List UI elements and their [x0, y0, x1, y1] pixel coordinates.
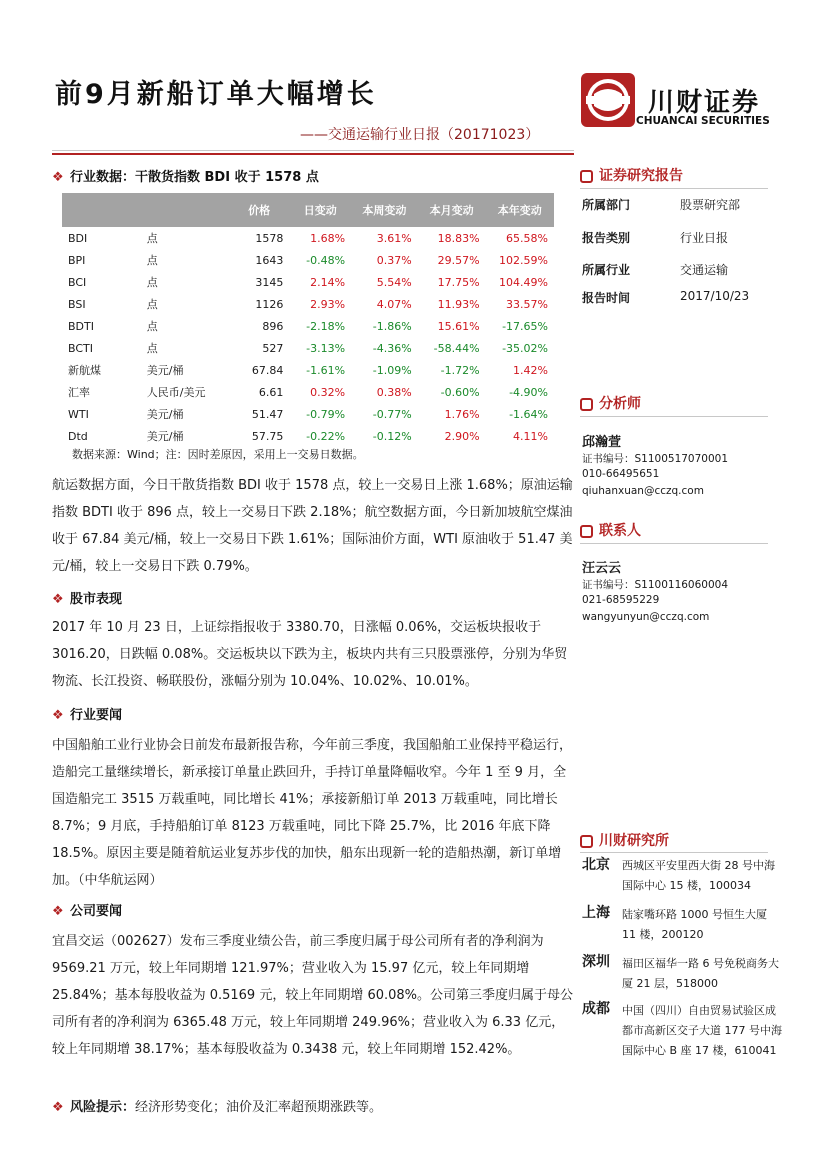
cell-name: BPI [68, 253, 86, 267]
column-header-price: 价格 [229, 193, 289, 227]
cell-name: BSI [68, 297, 86, 311]
cell-month-change: 1.76% [444, 407, 480, 421]
risk-warning: ❖ 风险提示：经济形势变化；油价及汇率超预期涨跌等。 [52, 1100, 383, 1115]
cell-price: 51.47 [251, 407, 284, 421]
table-row [62, 403, 554, 425]
institute-section-icon [580, 835, 593, 848]
cell-month-change: -58.44% [433, 341, 480, 355]
cell-day-change: -0.79% [306, 407, 346, 421]
diamond-bullet-icon: ❖ [52, 592, 64, 607]
sidebar-report-heading: 证券研究报告 [580, 165, 683, 185]
cell-day-change: 2.93% [310, 297, 346, 311]
cell-price: 896 [262, 319, 284, 333]
brand-name-en: CHUANCAI SECURITIES [636, 115, 770, 127]
cell-price: 57.75 [251, 429, 284, 443]
cell-price: 527 [262, 341, 284, 355]
section-company-news-heading: ❖ 公司要闻 [52, 904, 123, 919]
column-header-week-change: 本周变动 [351, 193, 418, 227]
cell-price: 1643 [255, 253, 284, 267]
cell-day-change: 0.32% [310, 385, 346, 399]
cell-day-change: -1.61% [306, 363, 346, 377]
cell-month-change: -0.60% [440, 385, 480, 399]
cell-name: BCI [68, 275, 87, 289]
sidebar-institute-heading: 川财研究所 [580, 830, 669, 850]
cell-price: 3145 [255, 275, 284, 289]
table-row [62, 227, 554, 249]
cell-day-change: -0.22% [306, 429, 346, 443]
cell-month-change: 17.75% [437, 275, 480, 289]
cell-week-change: 3.61% [376, 231, 412, 245]
cell-unit: 人民币/美元 [146, 386, 206, 399]
report-dept-value: 股票研究部 [680, 198, 741, 212]
cell-unit: 点 [146, 232, 158, 245]
company-news-paragraph: 宜昌交运（002627）发布三季度业绩公告，前三季度归属于母公司所有者的净利润为 9569.21 万元，较上年同期增 121.97%；营业收入为 15.97 亿元，较上年同期增 25.84%；基本每股收益为 0.5169 元，较上年同期增 60.08%。公司第三季度归属于母公司所有者的净利润为 6365.48 万元，较上年同期增 249.96%；营业收入为 6.33 亿元，较上年同期增 38.17%；基本每股收益为 0.3438 元，较上年同期增 152.42%。 [52, 934, 574, 1057]
brand-name-cn: 川财证券 [648, 88, 761, 118]
page-title: 前9月新船订单大幅增长 [55, 79, 377, 110]
diamond-bullet-icon: ❖ [52, 904, 64, 919]
cell-day-change: 1.68% [310, 231, 346, 245]
report-date-value: 2017/10/23 [680, 289, 750, 303]
office-address-chengdu: 中国（四川）自由贸易试验区成都市高新区交子大道 177 号中海国际中心 B 座 17 楼，610041 [622, 1004, 782, 1057]
cell-week-change: 0.38% [376, 385, 412, 399]
cell-name: BDI [68, 231, 88, 245]
table-row [62, 271, 554, 293]
cell-week-change: -0.12% [372, 429, 412, 443]
cell-year-change: 1.42% [513, 363, 548, 377]
cell-week-change: -1.09% [372, 363, 412, 377]
column-header-year-change: 本年变动 [486, 193, 554, 227]
table-header-blank [141, 193, 229, 227]
analyst-email[interactable]: qiuhanxuan@cczq.com [582, 485, 704, 497]
cell-week-change: -4.36% [372, 341, 412, 355]
cell-month-change: 18.83% [437, 231, 480, 245]
table-row [62, 381, 554, 403]
table-row [62, 315, 554, 337]
shipping-data-table [62, 193, 554, 447]
cell-unit: 点 [146, 320, 158, 333]
cell-unit: 点 [146, 298, 158, 311]
cell-year-change: 104.49% [499, 275, 548, 289]
report-industry-value: 交通运输 [680, 263, 729, 277]
table-header-blank [62, 193, 141, 227]
cell-unit: 点 [146, 342, 158, 355]
report-type-label: 报告类别 [582, 231, 631, 245]
cell-year-change: -35.02% [502, 341, 548, 355]
report-dept-label: 所属部门 [582, 198, 631, 212]
cell-month-change: 15.61% [437, 319, 480, 333]
office-city-beijing: 北京 [582, 857, 610, 873]
cell-price: 67.84 [251, 363, 284, 377]
cell-unit: 美元/桶 [146, 364, 184, 377]
cell-year-change: 33.57% [506, 297, 548, 311]
table-source-note: 数据来源：Wind；注：因时差原因，采用上一交易日数据。 [72, 448, 364, 461]
cell-name: WTI [68, 407, 89, 421]
cell-name: BCTI [68, 341, 93, 355]
sidebar-divider [580, 543, 768, 544]
diamond-bullet-icon: ❖ [52, 708, 64, 723]
report-industry-label: 所属行业 [582, 263, 631, 277]
industry-news-paragraph: 中国船舶工业行业协会日前发布最新报告称，今年前三季度，我国船舶工业保持平稳运行，造船完工量继续增长，新承接订单量止跌回升，手持订单量降幅收窄。今年 1 至 9 月，全国造船完工 3515 万载重吨，同比增长 41%；承接新船订单 2013 万载重吨，同比增长 8.7%；9 月底，手持船舶订单 8123 万载重吨，同比下降 25.7%，比 2016 年底下降 18.5%。原因主要是随着航运业复苏步伐的加快，船东出现新一轮的造船热潮，新订单增加。（中华航运网） [52, 738, 573, 888]
analyst-cert: 证书编号：S1100517070001 [582, 453, 729, 465]
table-row [62, 293, 554, 315]
cell-year-change: 65.58% [506, 231, 548, 245]
report-type-value: 行业日报 [680, 231, 729, 245]
office-address-beijing: 西城区平安里西大街 28 号中海国际中心 15 楼，100034 [622, 859, 775, 892]
cell-unit: 美元/桶 [146, 430, 184, 443]
sidebar-divider [580, 416, 768, 417]
cell-name: BDTI [68, 319, 94, 333]
section-industry-news-heading: ❖ 行业要闻 [52, 708, 123, 723]
diamond-bullet-icon: ❖ [52, 1100, 64, 1115]
diamond-bullet-icon: ❖ [52, 170, 64, 185]
cell-week-change: 5.54% [376, 275, 412, 289]
contact-section-icon [580, 525, 593, 538]
cell-price: 1578 [255, 231, 284, 245]
header-divider-accent [52, 153, 574, 155]
table-row [62, 359, 554, 381]
column-header-month-change: 本月变动 [418, 193, 486, 227]
shipping-data-paragraph: 航运数据方面，今日干散货指数 BDI 收于 1578 点，较上一交易日上涨 1.68%；原油运输指数 BDTI 收于 896 点，较上一交易日下跌 2.18%；航空数据方面，今日新加坡航空煤油收于 67.84 美元/桶，较上一交易日下跌 1.61%；国际油价方面，WTI 原油收于 51.47 美元/桶，较上一交易日下跌 0.79%。 [52, 478, 573, 574]
cell-week-change: -0.77% [372, 407, 412, 421]
cell-name: 汇率 [68, 386, 90, 399]
contact-cert: 证书编号：S1100116060004 [582, 579, 729, 591]
table-row [62, 337, 554, 359]
brand-logo-icon [580, 72, 636, 128]
cell-month-change: -1.72% [440, 363, 480, 377]
office-city-shanghai: 上海 [582, 905, 610, 921]
report-date-label: 报告时间 [582, 291, 631, 305]
cell-name: Dtd [68, 429, 88, 443]
cell-year-change: 102.59% [499, 253, 548, 267]
page-subtitle: ——交通运输行业日报（20171023） [300, 127, 540, 143]
sidebar-contact-heading: 联系人 [580, 520, 641, 540]
contact-phone: 021-68595229 [582, 594, 660, 606]
table-row [62, 249, 554, 271]
cell-week-change: -1.86% [372, 319, 412, 333]
office-city-chengdu: 成都 [582, 1001, 610, 1017]
table-header-row [62, 193, 554, 227]
table-row [62, 425, 554, 447]
office-city-shenzhen: 深圳 [582, 954, 610, 970]
sidebar-divider [580, 188, 768, 189]
report-section-icon [580, 170, 593, 183]
cell-unit: 点 [146, 276, 158, 289]
cell-month-change: 11.93% [437, 297, 480, 311]
cell-day-change: -0.48% [306, 253, 346, 267]
column-header-day-change: 日变动 [289, 193, 351, 227]
cell-week-change: 0.37% [376, 253, 412, 267]
cell-year-change: -4.90% [509, 385, 548, 399]
cell-day-change: -2.18% [306, 319, 346, 333]
section-industry-data-heading: ❖ 行业数据：干散货指数 BDI 收于 1578 点 [52, 170, 319, 185]
cell-price: 6.61 [258, 385, 284, 399]
cell-year-change: -17.65% [502, 319, 548, 333]
cell-year-change: 4.11% [513, 429, 548, 443]
sidebar-divider [580, 852, 768, 853]
cell-name: 新航煤 [68, 364, 101, 377]
cell-month-change: 29.57% [437, 253, 480, 267]
cell-price: 1126 [255, 297, 284, 311]
cell-unit: 点 [146, 254, 158, 267]
analyst-phone: 010-66495651 [582, 468, 660, 480]
cell-month-change: 2.90% [444, 429, 480, 443]
office-address-shanghai: 陆家嘴环路 1000 号恒生大厦 11 楼，200120 [622, 908, 767, 941]
section-stock-market-heading: ❖ 股市表现 [52, 592, 123, 607]
cell-week-change: 4.07% [376, 297, 412, 311]
contact-email[interactable]: wangyunyun@cczq.com [582, 611, 710, 623]
cell-unit: 美元/桶 [146, 408, 184, 421]
analyst-section-icon [580, 398, 593, 411]
stock-market-paragraph: 2017 年 10 月 23 日，上证综指报收于 3380.70，日涨幅 0.06%，交运板块报收于 3016.20，日跌幅 0.08%。交运板块以下跌为主，板块内共有三只股票涨停，分别为华贸物流、长江投资、畅联股份，涨幅分别为 10.04%、10.02%、10.01%。 [52, 620, 568, 689]
office-address-shenzhen: 福田区福华一路 6 号免税商务大厦 21 层，518000 [622, 957, 779, 990]
sidebar-analyst-heading: 分析师 [580, 393, 641, 413]
cell-day-change: -3.13% [306, 341, 346, 355]
analyst-name: 邱瀚萱 [582, 435, 622, 450]
contact-name: 汪云云 [582, 561, 622, 576]
cell-year-change: -1.64% [509, 407, 548, 421]
cell-day-change: 2.14% [310, 275, 346, 289]
header-divider [52, 150, 574, 151]
